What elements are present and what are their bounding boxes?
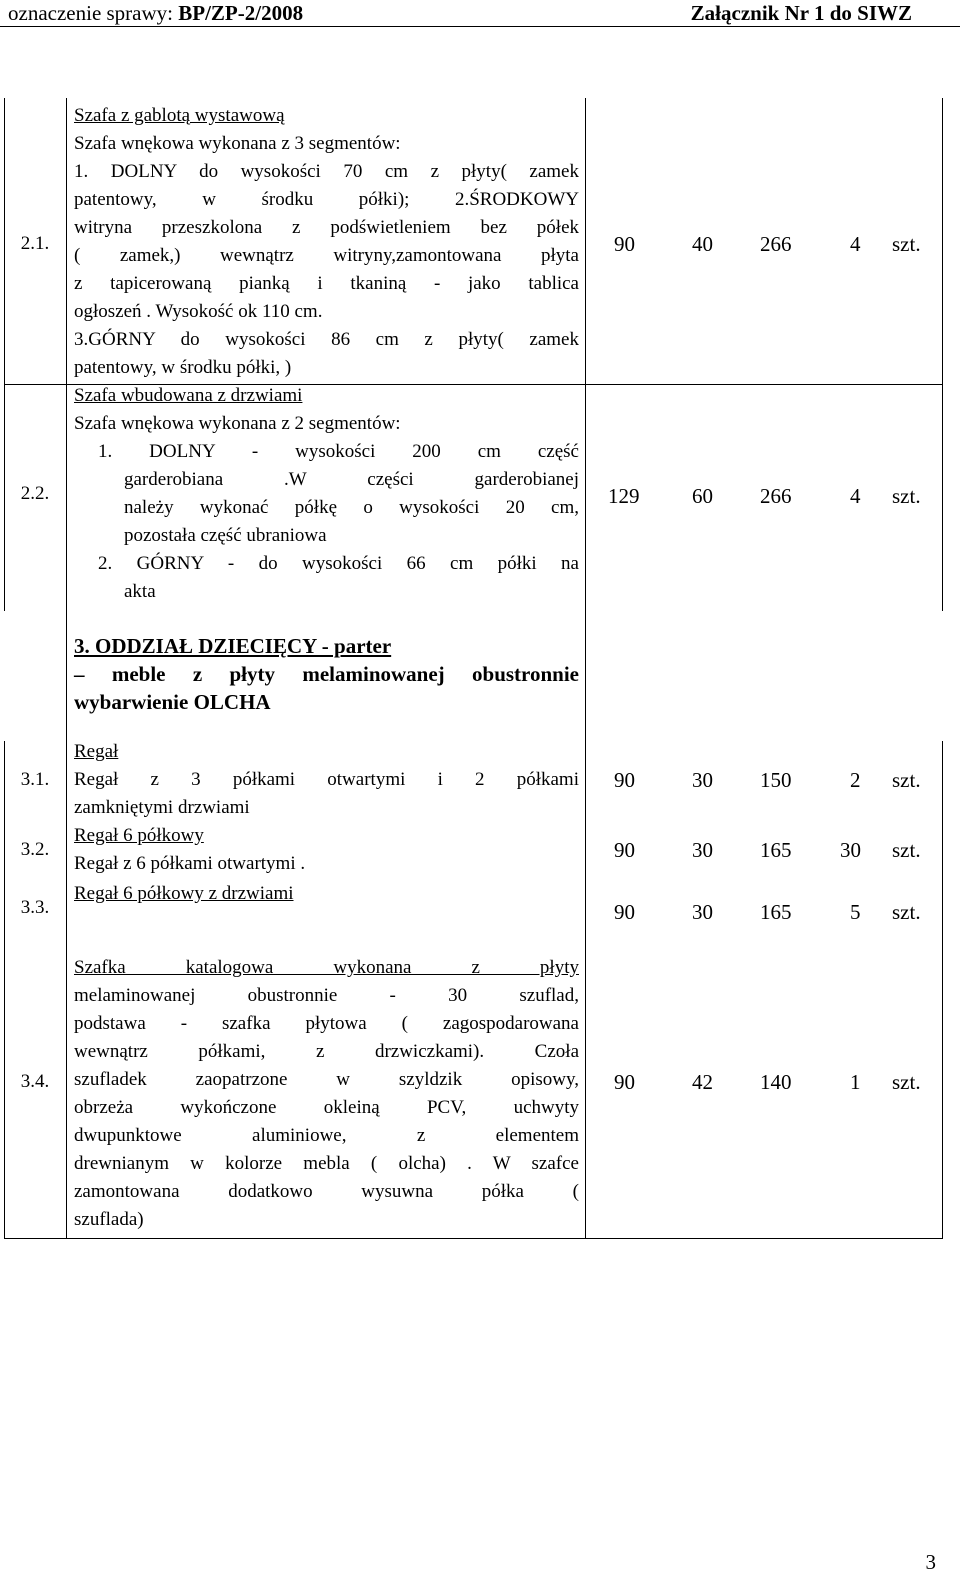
row-description: Regał 6 półkowy Regał z 6 półkami otwartymi .: [74, 825, 306, 874]
row-description: Regał 6 półkowy z drzwiami: [74, 883, 294, 904]
attachment-label: Załącznik Nr 1 do SIWZ: [690, 1, 912, 25]
page-number: 3: [925, 1550, 936, 1574]
row-number: 3.3.: [20, 897, 50, 918]
page-header: [0, 0, 960, 27]
section-heading: 3. ODDZIAŁ DZIECIĘCY - parter – meble z płyty melaminowanej obustronnie wybarwienie OLCHA: [74, 634, 579, 714]
row-number: 3.1.: [20, 769, 50, 790]
row-number: 2.1.: [20, 233, 50, 254]
case-reference: oznaczenie sprawy: BP/ZP-2/2008: [8, 1, 304, 25]
row-description: Regał Regał z 3 półkami otwartymi i 2 półkami zamkniętymi drzwiami: [74, 741, 579, 818]
row-number: 2.2.: [20, 483, 50, 504]
row-description: Szafa wbudowana z drzwiami Szafa wnękowa wykonana z 2 segmentów: 1. DOLNY - wysokości 200 cm część garderobiana .W części garderobianej należy wykonać półkę o wysokości 20 cm, pozostała część ubraniowa 2. GÓRNY - do wysokości 66 cm półki na akta: [74, 385, 579, 602]
row-number: 3.2.: [20, 839, 50, 860]
row-number: 3.4.: [20, 1071, 50, 1092]
row-description: Szafka katalogowa wykonana z płyty melaminowanej obustronnie - 30 szuflad, podstawa - szafka płytowa ( zagospodarowana wewnątrz półkami, z drzwiczkami). Czoła szufladek zaopatrzone w szyldzik opisowy, obrzeża wykończone okleiną PCV, uchwyty dwupunktowe aluminiowe, z elementem drewnianym w kolorze mebla ( olcha) . W szafce zamontowana dodatkowo wysuwna półka ( szuflada): [74, 957, 579, 1230]
row-description: Szafa z gablotą wystawową Szafa wnękowa wykonana z 3 segmentów: 1. DOLNY do wysokości 70 cm z płyty( zamek patentowy, w środku półki); 2.ŚRODKOWY witryna przeszkolona z podświetleniem bez półek ( zamek,) wewnątrz witryny,zamontowana płyta z tapicerowaną pianką i tkaniną - jako tablica ogłoszeń . Wysokość ok 110 cm. 3.GÓRNY do wysokości 86 cm z płyty( zamek patentowy, w środku półki, ): [74, 105, 579, 378]
